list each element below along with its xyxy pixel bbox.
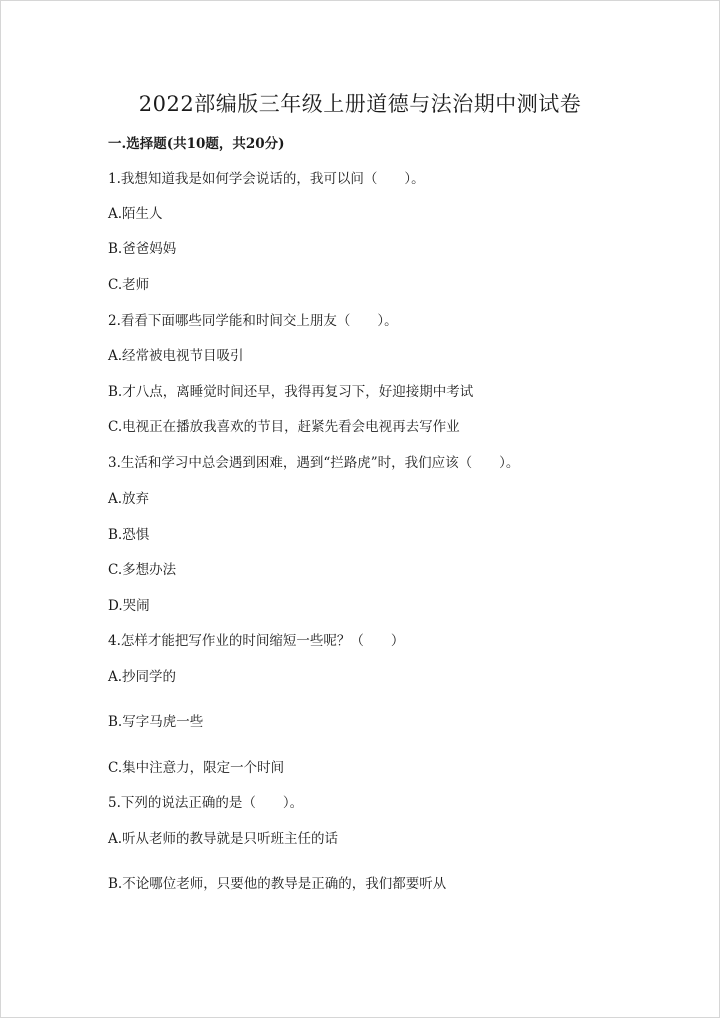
- question-3-option-b: B.恐惧: [108, 527, 150, 543]
- question-3-stem: 3.生活和学习中总会遇到困难，遇到“拦路虎”时，我们应该（ ）。: [108, 455, 520, 471]
- question-3-option-a: A.放弃: [108, 491, 150, 507]
- question-1-option-b: B.爸爸妈妈: [108, 241, 177, 257]
- question-5-option-a: A.听从老师的教导就是只听班主任的话: [108, 831, 339, 847]
- question-2-option-b: B.才八点，离睡觉时间还早，我得再复习下，好迎接期中考试: [108, 384, 474, 400]
- question-1-option-c: C.老师: [108, 277, 150, 293]
- question-5-option-b: B.不论哪位老师，只要他的教导是正确的，我们都要听从: [108, 876, 447, 892]
- page-title: 2022部编版三年级上册道德与法治期中测试卷: [138, 92, 582, 116]
- question-4-option-c: C.集中注意力，限定一个时间: [108, 760, 285, 776]
- question-2-option-a: A.经常被电视节目吸引: [108, 348, 244, 364]
- question-4-stem: 4.怎样才能把写作业的时间缩短一些呢？（ ）: [108, 633, 405, 649]
- question-1-stem: 1.我想知道我是如何学会说话的，我可以问（ ）。: [108, 171, 425, 187]
- question-2-option-c: C.电视正在播放我喜欢的节目，赶紧先看会电视再去写作业: [108, 419, 460, 435]
- question-3-option-d: D.哭闹: [108, 598, 150, 614]
- question-1-option-a: A.陌生人: [108, 206, 163, 222]
- question-2-stem: 2.看看下面哪些同学能和时间交上朋友（ ）。: [108, 313, 398, 329]
- question-4-option-a: A.抄同学的: [108, 669, 177, 685]
- question-5-stem: 5.下列的说法正确的是（ ）。: [108, 795, 304, 811]
- section-heading: 一.选择题(共10题，共20分): [108, 136, 285, 152]
- question-3-option-c: C.多想办法: [108, 562, 177, 578]
- question-4-option-b: B.写字马虎一些: [108, 714, 204, 730]
